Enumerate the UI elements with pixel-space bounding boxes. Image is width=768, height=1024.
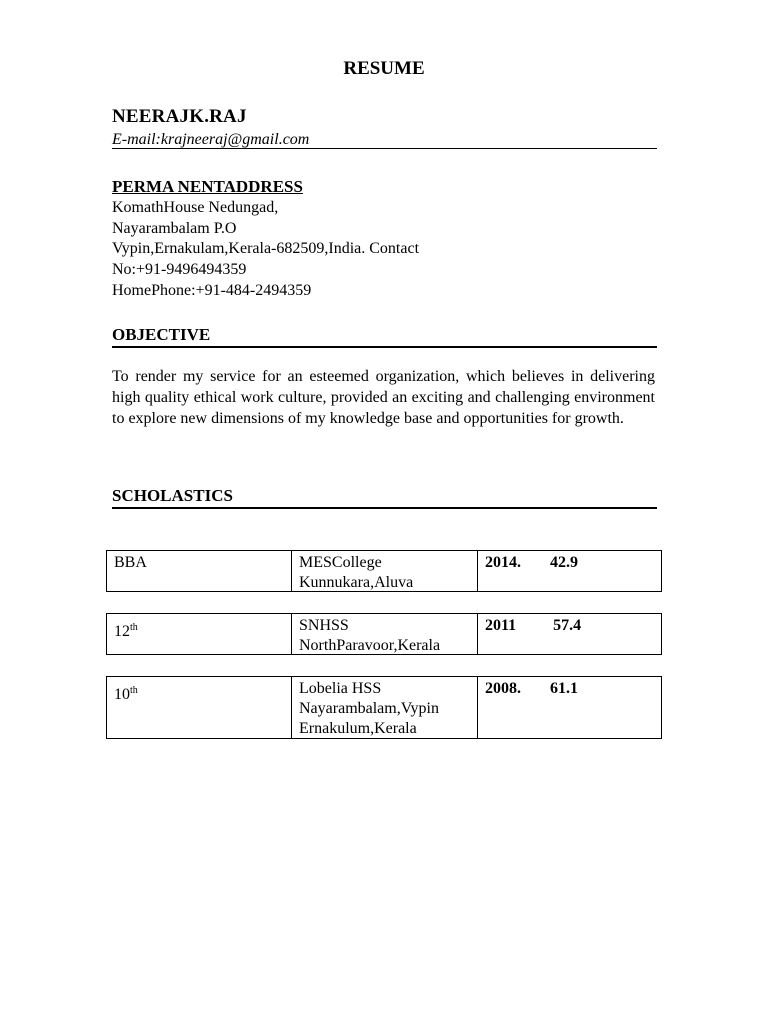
address-line: Vypin,Ernakulam,Kerala-682509,India. Contact bbox=[112, 240, 420, 257]
scholastics-divider bbox=[112, 507, 657, 509]
scholastics-row bbox=[106, 613, 662, 655]
address-line: KomathHouse Nedungad, bbox=[112, 199, 279, 216]
institution-line: Kunnukara,Aluva bbox=[299, 574, 414, 591]
year-score-cell bbox=[478, 551, 661, 591]
institution-cell bbox=[292, 551, 478, 591]
qualification-cell bbox=[107, 677, 292, 738]
address-line: Nayarambalam P.O bbox=[112, 220, 237, 237]
scholastics-row bbox=[106, 550, 662, 592]
score-value: 57.4 bbox=[553, 617, 582, 634]
score-value: 61.1 bbox=[550, 680, 578, 697]
objective-text: To render my service for an esteemed organization, which believes in delivering high quality ethical work culture, provided an exciting and challenging environment to explore new dimensions of my knowledge base and opportunities for growth. bbox=[112, 368, 655, 427]
institution-line: NorthParavoor,Kerala bbox=[299, 637, 441, 654]
institution-line: MESCollege bbox=[299, 554, 382, 571]
objective-heading: OBJECTIVE bbox=[112, 325, 211, 344]
institution-cell bbox=[292, 614, 478, 654]
header-divider bbox=[112, 148, 657, 149]
address-line: No:+91-9496494359 bbox=[112, 261, 247, 278]
scholastics-heading: SCHOLASTICS bbox=[112, 486, 233, 505]
institution-cell bbox=[292, 677, 478, 738]
qualification-suffix: th bbox=[130, 685, 138, 696]
email-address: E-mail:krajneeraj@gmail.com bbox=[112, 131, 310, 148]
qualification-label: BBA bbox=[114, 554, 147, 571]
institution-line: Ernakulum,Kerala bbox=[299, 720, 417, 737]
institution-line: Nayarambalam,Vypin bbox=[299, 700, 439, 717]
qualification-label: 10 bbox=[114, 686, 130, 703]
qualification-label: 12 bbox=[114, 623, 130, 640]
score-value: 42.9 bbox=[550, 554, 578, 571]
scholastics-row bbox=[106, 676, 662, 739]
qualification-cell bbox=[107, 551, 292, 591]
qualification-suffix: th bbox=[130, 622, 138, 633]
year-score-cell bbox=[478, 677, 661, 738]
year-value: 2008. bbox=[485, 680, 521, 697]
address-heading: PERMA NENTADDRESS bbox=[112, 177, 303, 196]
institution-line: SNHSS bbox=[299, 617, 349, 634]
address-line: HomePhone:+91-484-2494359 bbox=[112, 282, 312, 299]
qualification-cell bbox=[107, 614, 292, 654]
resume-title: RESUME bbox=[343, 58, 425, 79]
year-score-cell bbox=[478, 614, 661, 654]
candidate-name: NEERAJK.RAJ bbox=[112, 106, 247, 127]
year-value: 2014. bbox=[485, 554, 521, 571]
objective-divider bbox=[112, 346, 657, 348]
year-value: 2011 bbox=[485, 617, 517, 634]
institution-line: Lobelia HSS bbox=[299, 680, 382, 697]
